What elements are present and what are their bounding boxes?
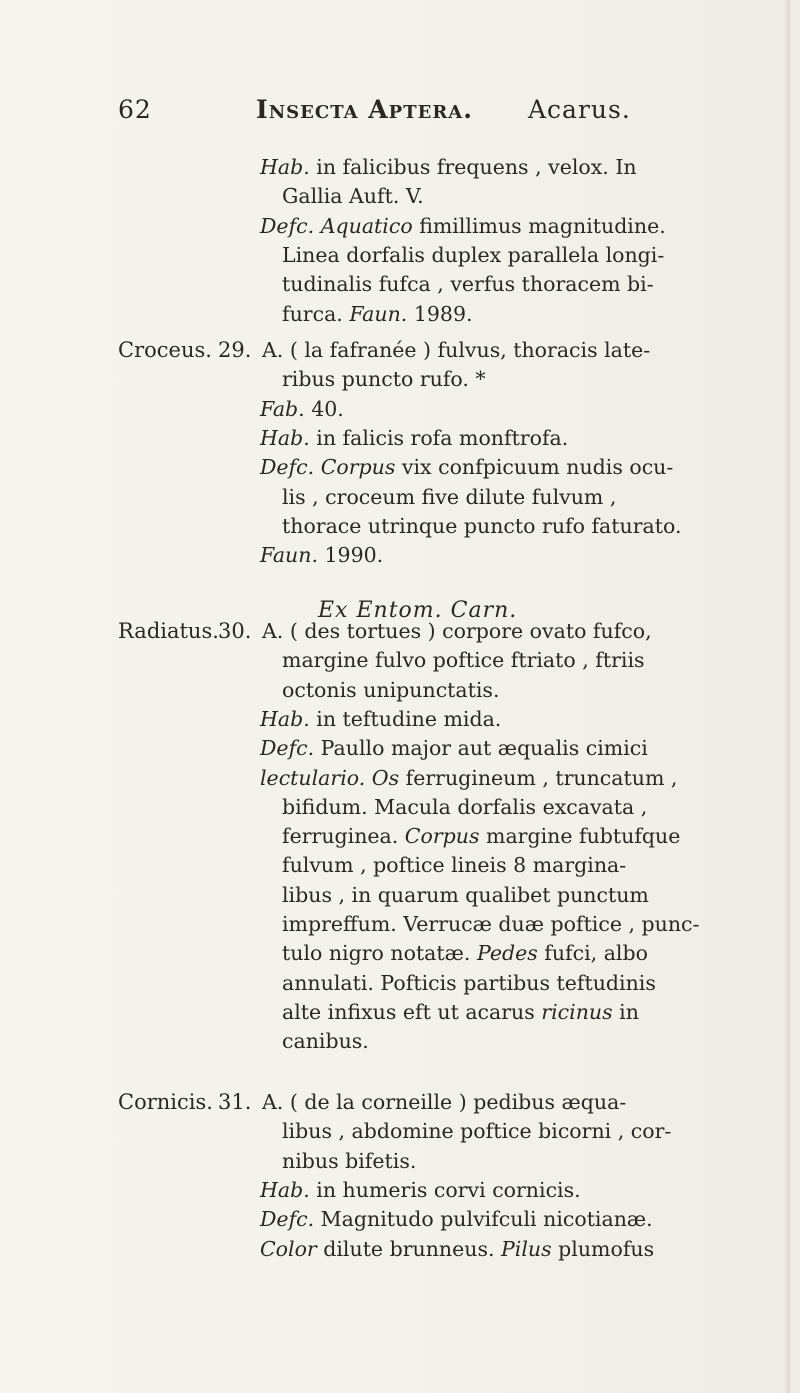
entry-text: nibus bifetis. <box>282 1148 417 1173</box>
text-line <box>260 1207 653 1231</box>
running-genus: Acarus. <box>528 95 631 124</box>
entry-text: in falicibus frequens , velox. In <box>309 155 637 179</box>
species-name: Cornicis. <box>118 1090 213 1114</box>
entry-text: fimillimus magnitudine. <box>412 213 666 238</box>
entry-text: tudinalis fufca , verfus thoracem bi- <box>282 272 654 297</box>
entry-text: octonis unipunctatis. <box>282 677 500 702</box>
species-number: 31. <box>218 1090 252 1114</box>
entry-text: ferruginea. <box>282 824 405 849</box>
text-line <box>282 883 649 907</box>
text-line <box>260 707 501 731</box>
text-line <box>260 426 568 450</box>
entry-label: Defc. <box>260 736 315 761</box>
entry-text: annulati. Pofticis partibus teftudinis <box>282 970 656 995</box>
entry-text: impreffum. Verrucæ duæ poftice , punc- <box>282 912 700 936</box>
entry-italic-term: Pedes <box>476 941 538 966</box>
text-line <box>282 302 473 326</box>
text-line <box>282 1119 671 1143</box>
entry-text: in humeris corvi cornicis. <box>309 1177 581 1202</box>
text-line <box>260 543 383 567</box>
text-line <box>282 184 424 208</box>
entry-text: fufci, albo <box>537 941 648 966</box>
text-line <box>282 1149 416 1173</box>
text-line <box>260 736 648 760</box>
text-line <box>260 1237 654 1261</box>
entry-italic-term: Faun. <box>349 301 408 326</box>
entry-text: tulo nigro notatæ. <box>282 941 477 966</box>
entry-text: libus , abdomine poftice bicorni , cor- <box>282 1119 672 1144</box>
entry-label: Faun. <box>260 543 318 568</box>
species-number: 30. <box>218 619 252 643</box>
entry-text: ferrugineum , truncatum , <box>399 765 678 790</box>
text-line <box>282 243 664 267</box>
entry-text: margine fubtufque <box>479 824 681 849</box>
text-line <box>260 155 637 179</box>
text-line <box>282 853 626 877</box>
entry-text: in teftudine mida. <box>309 706 502 731</box>
entry-text: Linea dorfalis duplex parallela longi- <box>282 242 665 267</box>
entry-text: canibus. <box>282 1029 369 1054</box>
entry-label: Color <box>260 1236 317 1261</box>
entry-italic-term: Pilus <box>501 1236 552 1261</box>
entry-text: in falicis rofa monftrofa. <box>309 425 569 450</box>
entry-text: fulvum , poftice lineis 8 margina- <box>282 853 627 878</box>
page-edge-shadow <box>784 0 790 1393</box>
entry-label: Fab. <box>260 396 305 421</box>
text-line <box>260 1178 581 1202</box>
running-title: Insecta Aptera. <box>256 95 473 124</box>
entry-label: Hab. <box>260 706 310 731</box>
entry-text: Paullo major aut æqualis cimici <box>314 736 648 761</box>
entry-italic-term: Aquatico <box>320 213 413 238</box>
entry-label: Defc. <box>260 455 315 480</box>
text-line <box>282 678 499 702</box>
entry-label: Defc. <box>260 1207 315 1232</box>
entry-text: libus , in quarum qualibet punctum <box>282 882 649 907</box>
entry-text: dilute brunneus. <box>316 1236 501 1261</box>
text-line <box>260 397 344 421</box>
entry-italic-term: ricinus <box>541 999 613 1024</box>
text-line <box>260 214 666 238</box>
entry-label: Defc. <box>260 213 315 238</box>
text-line <box>282 941 648 965</box>
source-citation: Ex Entom. Carn. <box>318 598 518 624</box>
species-diagnosis: A. ( de la corneille ) pedibus æqua- <box>262 1090 627 1114</box>
text-line <box>282 1000 639 1024</box>
entry-text: bifidum. Macula dorfalis excavata , <box>282 794 648 819</box>
running-header <box>118 95 718 135</box>
entry-text: in <box>612 999 639 1024</box>
species-diagnosis: A. ( la fafranée ) fulvus, thoracis late- <box>262 338 651 362</box>
text-line <box>282 272 654 296</box>
entry-text: 1990. <box>317 543 384 568</box>
entry-italic-term: Os <box>371 765 400 790</box>
entry-text: ribus puncto rufo. * <box>282 367 486 392</box>
text-line <box>282 485 616 509</box>
entry-label: lectulario. <box>260 765 366 790</box>
entry-text: Gallia Auft. V. <box>282 184 424 209</box>
page-number: 62 <box>118 95 152 124</box>
text-line <box>282 912 699 936</box>
entry-label: Hab. <box>260 155 310 179</box>
entry-label: Hab. <box>260 1177 310 1202</box>
entry-text: Magnitudo pulvifculi nicotianæ. <box>314 1207 653 1232</box>
entry-italic-term: Corpus <box>320 455 396 480</box>
entry-text: thorace utrinque puncto rufo faturato. <box>282 513 682 538</box>
species-diagnosis: A. ( des tortues ) corpore ovato fufco, <box>262 619 652 643</box>
entry-text: alte infixus eft ut acarus <box>282 999 542 1024</box>
species-name: Croceus. <box>118 338 212 362</box>
text-line <box>260 766 677 790</box>
entry-text: margine fulvo poftice ftriato , ftriis <box>282 648 645 673</box>
species-name: Radiatus. <box>118 619 219 643</box>
text-line <box>282 795 647 819</box>
entry-text: 40. <box>304 396 344 421</box>
entry-italic-term: Corpus <box>404 824 480 849</box>
text-line <box>282 1029 369 1053</box>
text-line <box>282 514 681 538</box>
text-line <box>282 971 656 995</box>
entry-label: Hab. <box>260 425 310 450</box>
text-line <box>282 648 645 672</box>
entry-text: vix confpicuum nudis ocu- <box>395 455 674 480</box>
species-number: 29. <box>218 338 252 362</box>
entry-text: plumofus <box>551 1236 655 1261</box>
entry-text: lis , croceum five dilute fulvum , <box>282 484 617 509</box>
text-line <box>282 367 486 391</box>
entry-text: furca. <box>282 301 350 326</box>
entry-text: 1989. <box>407 301 473 326</box>
text-line <box>260 455 673 479</box>
text-line <box>282 824 680 848</box>
